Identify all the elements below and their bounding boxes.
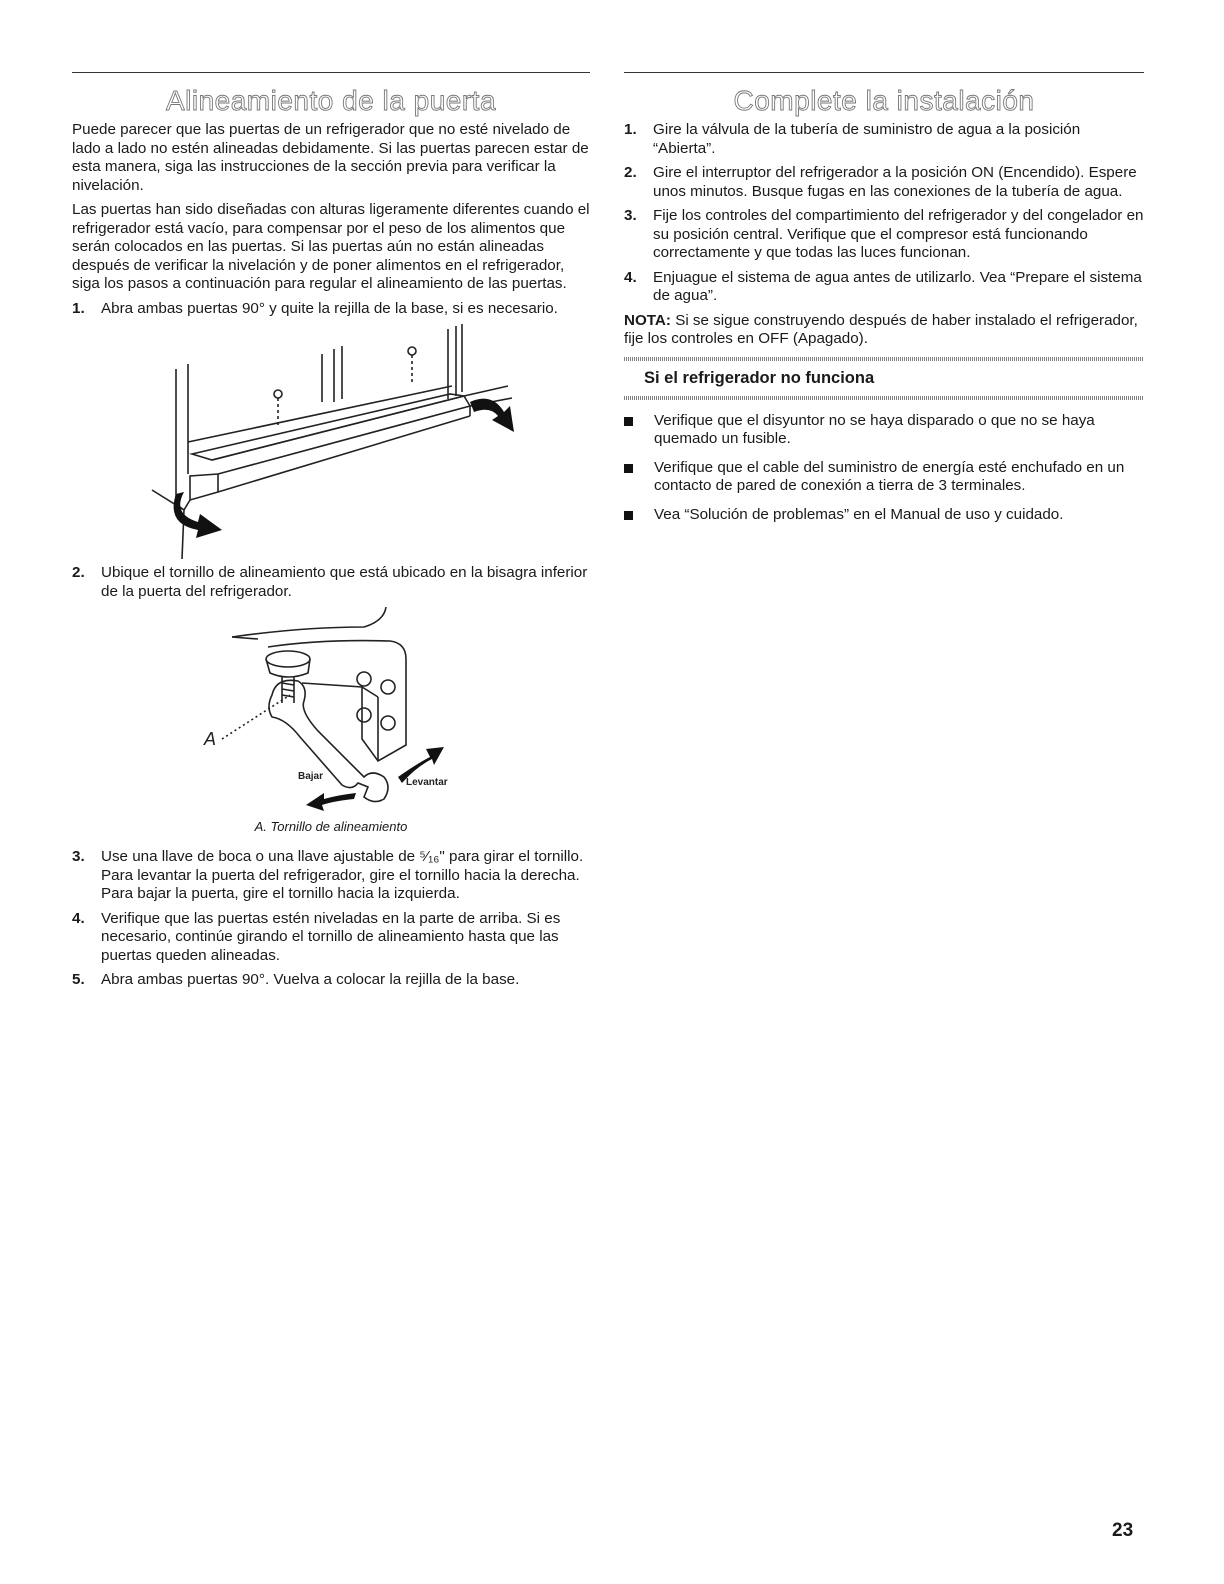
subsection-title: Si el refrigerador no funciona	[644, 368, 875, 387]
installation-steps-list	[624, 121, 1144, 306]
section-title-complete-installation: Complete la instalación	[733, 85, 1035, 116]
list-item: 2. Gire el interruptor del refrigerador a la posición ON (Encendido). Espere unos minutos. Busque fugas en las conexiones de la tubería de agua.	[624, 164, 1137, 200]
bullet-square-icon	[624, 417, 633, 426]
list-item: 1. Abra ambas puertas 90° y quite la rejilla de la base, si es necesario.	[72, 299, 558, 317]
bullet-square-icon	[624, 464, 633, 473]
list-item: Vea “Solución de problemas” en el Manual de uso y cuidado.	[624, 506, 1144, 525]
hatched-divider	[624, 357, 1144, 361]
list-item: 3. Fije los controles del compartimiento del refrigerador y del congelador en su posición central. Verifique que el compresor está funcionando correctamente y que todas las luces funcionan.	[624, 207, 1144, 261]
section-rule	[72, 72, 590, 73]
left-column	[72, 72, 590, 996]
right-column	[624, 72, 1144, 534]
troubleshoot-bullet-list	[624, 412, 1144, 525]
list-item: 5. Abra ambas puertas 90°. Vuelva a colocar la rejilla de la base.	[72, 971, 520, 988]
list-item: 2. Ubique el tornillo de alineamiento que está ubicado en la bisagra inferior de la puerta del refrigerador.	[72, 564, 588, 600]
list-item: 3. Use una llave de boca o una llave ajustable de ⁵⁄₁₆" para girar el tornillo. Para levantar la puerta del refrigerador, gire el tornillo hacia la derecha. Para bajar la puerta, gire el tornillo hacia la izquierda.	[72, 848, 584, 902]
callout-label-a: A	[204, 729, 217, 749]
door-steps-list-c	[72, 848, 590, 990]
intro-paragraph: Puede parecer que las puertas de un refrigerador que no esté nivelado de lado a lado no estén alineadas debidamente. Si las puertas parecen estar de esta manera, siga las instrucciones de la sección previa para verificar la nivelación.	[72, 121, 589, 194]
list-item: Verifique que el disyuntor no se haya disparado o que no se haya quemado un fusible.	[624, 412, 1144, 449]
list-item: Verifique que el cable del suministro de energía esté enchufado en un contacto de pared de conexión a tierra de 3 terminales.	[624, 459, 1144, 496]
label-raise: Levantar	[406, 777, 448, 788]
page-number: 23	[1112, 1520, 1134, 1541]
hinge-wrench-illustration	[72, 607, 590, 815]
section-rule	[624, 72, 1144, 73]
list-item: 4. Verifique que las puertas estén niveladas en la parte de arriba. Si es necesario, continúe girando el tornillo de alineamiento hasta que las puertas queden alineadas.	[72, 909, 561, 964]
note-label: NOTA:	[624, 311, 671, 329]
list-item: 4. Enjuague el sistema de agua antes de utilizarlo. Vea “Prepare el sistema de agua”.	[624, 268, 1142, 304]
design-paragraph: Las puertas han sido diseñadas con alturas ligeramente diferentes cuando el refrigerador está vacío, para compensar por el peso de los alimentos que serán colocados en las puertas. Si las puertas aún no están alineadas después de verificar la nivelación y de poner alimentos en el refrigerador, siga los pasos a continuación para regular el alineamiento de las puertas.	[72, 201, 590, 292]
label-lower: Bajar	[298, 771, 324, 782]
hatched-divider	[624, 396, 1144, 400]
base-grille-illustration	[72, 324, 590, 564]
note-text: Si se sigue construyendo después de haber instalado el refrigerador, fije los controles en OFF (Apagado).	[624, 311, 1138, 347]
installation-note	[624, 312, 1144, 349]
figure-caption: A. Tornillo de alineamiento	[254, 819, 408, 834]
door-steps-list-b	[72, 564, 590, 601]
door-steps-list-a	[72, 300, 590, 319]
list-item: 1. Gire la válvula de la tubería de suministro de agua a la posición “Abierta”.	[624, 121, 1081, 157]
bullet-square-icon	[624, 511, 633, 520]
section-title-door-alignment: Alineamiento de la puerta	[165, 85, 497, 116]
